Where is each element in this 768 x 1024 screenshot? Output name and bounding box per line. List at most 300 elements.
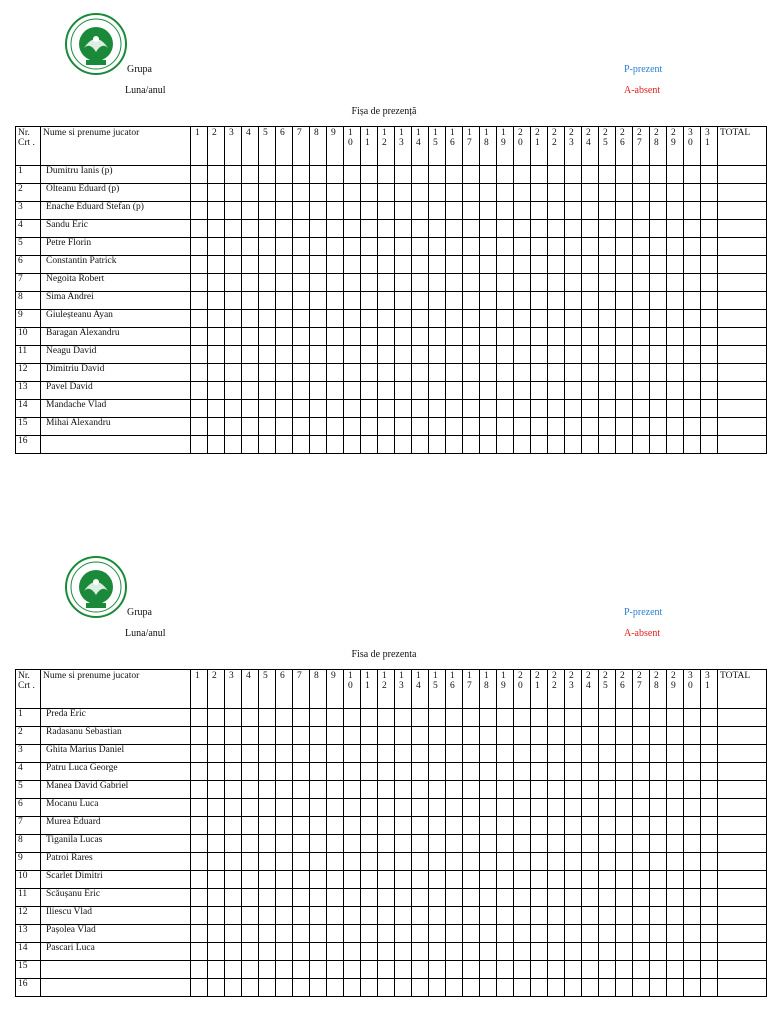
attendance-cell[interactable] [548, 184, 565, 202]
attendance-cell[interactable] [633, 400, 650, 418]
attendance-cell[interactable] [582, 709, 599, 727]
attendance-cell[interactable] [378, 220, 395, 238]
attendance-cell[interactable] [412, 292, 429, 310]
attendance-cell[interactable] [242, 328, 259, 346]
attendance-cell[interactable] [293, 979, 310, 997]
attendance-cell[interactable] [344, 202, 361, 220]
attendance-cell[interactable] [208, 202, 225, 220]
attendance-cell[interactable] [582, 436, 599, 454]
attendance-cell[interactable] [633, 256, 650, 274]
attendance-cell[interactable] [701, 310, 718, 328]
attendance-cell[interactable] [378, 274, 395, 292]
attendance-cell[interactable] [633, 763, 650, 781]
attendance-cell[interactable] [497, 979, 514, 997]
attendance-cell[interactable] [616, 256, 633, 274]
attendance-cell[interactable] [293, 328, 310, 346]
attendance-cell[interactable] [565, 907, 582, 925]
attendance-cell[interactable] [293, 907, 310, 925]
attendance-cell[interactable] [497, 292, 514, 310]
attendance-cell[interactable] [548, 256, 565, 274]
attendance-cell[interactable] [514, 436, 531, 454]
attendance-cell[interactable] [395, 436, 412, 454]
attendance-cell[interactable] [361, 727, 378, 745]
attendance-cell[interactable] [310, 328, 327, 346]
attendance-cell[interactable] [463, 871, 480, 889]
attendance-cell[interactable] [633, 727, 650, 745]
attendance-cell[interactable] [616, 745, 633, 763]
attendance-cell[interactable] [395, 853, 412, 871]
attendance-cell[interactable] [514, 979, 531, 997]
attendance-cell[interactable] [344, 709, 361, 727]
attendance-cell[interactable] [293, 727, 310, 745]
attendance-cell[interactable] [531, 364, 548, 382]
attendance-cell[interactable] [310, 364, 327, 382]
attendance-cell[interactable] [582, 943, 599, 961]
attendance-cell[interactable] [378, 835, 395, 853]
attendance-cell[interactable] [446, 346, 463, 364]
attendance-cell[interactable] [225, 328, 242, 346]
attendance-cell[interactable] [225, 979, 242, 997]
attendance-cell[interactable] [361, 166, 378, 184]
attendance-cell[interactable] [259, 745, 276, 763]
attendance-cell[interactable] [684, 292, 701, 310]
attendance-cell[interactable] [650, 835, 667, 853]
attendance-cell[interactable] [429, 202, 446, 220]
attendance-cell[interactable] [531, 220, 548, 238]
attendance-cell[interactable] [684, 418, 701, 436]
attendance-cell[interactable] [701, 418, 718, 436]
attendance-cell[interactable] [565, 256, 582, 274]
attendance-cell[interactable] [514, 292, 531, 310]
attendance-cell[interactable] [208, 382, 225, 400]
attendance-cell[interactable] [633, 745, 650, 763]
attendance-cell[interactable] [259, 781, 276, 799]
attendance-cell[interactable] [446, 328, 463, 346]
attendance-cell[interactable] [497, 871, 514, 889]
attendance-cell[interactable] [616, 907, 633, 925]
attendance-cell[interactable] [191, 310, 208, 328]
attendance-cell[interactable] [208, 310, 225, 328]
attendance-cell[interactable] [701, 184, 718, 202]
attendance-cell[interactable] [344, 853, 361, 871]
attendance-cell[interactable] [531, 799, 548, 817]
attendance-cell[interactable] [395, 400, 412, 418]
attendance-cell[interactable] [310, 835, 327, 853]
attendance-cell[interactable] [191, 799, 208, 817]
attendance-cell[interactable] [650, 781, 667, 799]
attendance-cell[interactable] [259, 871, 276, 889]
attendance-cell[interactable] [310, 256, 327, 274]
attendance-cell[interactable] [395, 907, 412, 925]
attendance-cell[interactable] [463, 400, 480, 418]
attendance-cell[interactable] [616, 346, 633, 364]
attendance-cell[interactable] [463, 943, 480, 961]
attendance-cell[interactable] [582, 961, 599, 979]
attendance-cell[interactable] [276, 328, 293, 346]
attendance-cell[interactable] [463, 310, 480, 328]
attendance-cell[interactable] [446, 961, 463, 979]
attendance-cell[interactable] [412, 418, 429, 436]
attendance-cell[interactable] [684, 364, 701, 382]
attendance-cell[interactable] [310, 871, 327, 889]
attendance-cell[interactable] [480, 835, 497, 853]
attendance-cell[interactable] [497, 763, 514, 781]
attendance-cell[interactable] [446, 310, 463, 328]
attendance-cell[interactable] [191, 907, 208, 925]
attendance-cell[interactable] [191, 184, 208, 202]
attendance-cell[interactable] [701, 871, 718, 889]
attendance-cell[interactable] [327, 382, 344, 400]
attendance-cell[interactable] [208, 745, 225, 763]
attendance-cell[interactable] [310, 400, 327, 418]
attendance-cell[interactable] [582, 781, 599, 799]
attendance-cell[interactable] [412, 220, 429, 238]
attendance-cell[interactable] [531, 328, 548, 346]
attendance-cell[interactable] [565, 202, 582, 220]
attendance-cell[interactable] [412, 310, 429, 328]
attendance-cell[interactable] [344, 310, 361, 328]
attendance-cell[interactable] [633, 853, 650, 871]
attendance-cell[interactable] [191, 328, 208, 346]
attendance-cell[interactable] [361, 871, 378, 889]
attendance-cell[interactable] [684, 835, 701, 853]
attendance-cell[interactable] [395, 727, 412, 745]
attendance-cell[interactable] [208, 781, 225, 799]
attendance-cell[interactable] [616, 238, 633, 256]
attendance-cell[interactable] [599, 238, 616, 256]
attendance-cell[interactable] [599, 925, 616, 943]
attendance-cell[interactable] [497, 961, 514, 979]
attendance-cell[interactable] [463, 727, 480, 745]
attendance-cell[interactable] [344, 745, 361, 763]
attendance-cell[interactable] [480, 238, 497, 256]
attendance-cell[interactable] [378, 907, 395, 925]
attendance-cell[interactable] [446, 418, 463, 436]
attendance-cell[interactable] [395, 166, 412, 184]
attendance-cell[interactable] [327, 292, 344, 310]
attendance-cell[interactable] [310, 889, 327, 907]
attendance-cell[interactable] [616, 943, 633, 961]
total-cell[interactable] [718, 418, 767, 436]
attendance-cell[interactable] [701, 256, 718, 274]
attendance-cell[interactable] [565, 817, 582, 835]
attendance-cell[interactable] [633, 817, 650, 835]
attendance-cell[interactable] [276, 727, 293, 745]
attendance-cell[interactable] [582, 328, 599, 346]
attendance-cell[interactable] [599, 364, 616, 382]
attendance-cell[interactable] [480, 871, 497, 889]
attendance-cell[interactable] [565, 418, 582, 436]
attendance-cell[interactable] [497, 346, 514, 364]
attendance-cell[interactable] [429, 763, 446, 781]
attendance-cell[interactable] [293, 274, 310, 292]
attendance-cell[interactable] [514, 907, 531, 925]
attendance-cell[interactable] [276, 202, 293, 220]
attendance-cell[interactable] [378, 328, 395, 346]
attendance-cell[interactable] [497, 202, 514, 220]
attendance-cell[interactable] [378, 418, 395, 436]
attendance-cell[interactable] [225, 835, 242, 853]
attendance-cell[interactable] [378, 202, 395, 220]
attendance-cell[interactable] [242, 871, 259, 889]
attendance-cell[interactable] [497, 436, 514, 454]
attendance-cell[interactable] [565, 709, 582, 727]
attendance-cell[interactable] [327, 943, 344, 961]
attendance-cell[interactable] [565, 436, 582, 454]
attendance-cell[interactable] [599, 220, 616, 238]
attendance-cell[interactable] [259, 256, 276, 274]
total-cell[interactable] [718, 274, 767, 292]
attendance-cell[interactable] [514, 961, 531, 979]
attendance-cell[interactable] [293, 400, 310, 418]
attendance-cell[interactable] [276, 835, 293, 853]
attendance-cell[interactable] [344, 907, 361, 925]
attendance-cell[interactable] [310, 238, 327, 256]
attendance-cell[interactable] [242, 817, 259, 835]
attendance-cell[interactable] [361, 907, 378, 925]
attendance-cell[interactable] [395, 238, 412, 256]
attendance-cell[interactable] [225, 889, 242, 907]
attendance-cell[interactable] [378, 853, 395, 871]
attendance-cell[interactable] [599, 709, 616, 727]
attendance-cell[interactable] [293, 817, 310, 835]
attendance-cell[interactable] [429, 292, 446, 310]
attendance-cell[interactable] [259, 889, 276, 907]
attendance-cell[interactable] [480, 745, 497, 763]
attendance-cell[interactable] [225, 853, 242, 871]
attendance-cell[interactable] [548, 238, 565, 256]
attendance-cell[interactable] [259, 943, 276, 961]
attendance-cell[interactable] [446, 436, 463, 454]
attendance-cell[interactable] [582, 256, 599, 274]
attendance-cell[interactable] [446, 709, 463, 727]
attendance-cell[interactable] [684, 871, 701, 889]
attendance-cell[interactable] [191, 871, 208, 889]
attendance-cell[interactable] [429, 889, 446, 907]
attendance-cell[interactable] [684, 238, 701, 256]
attendance-cell[interactable] [293, 220, 310, 238]
attendance-cell[interactable] [582, 835, 599, 853]
attendance-cell[interactable] [582, 400, 599, 418]
attendance-cell[interactable] [242, 961, 259, 979]
attendance-cell[interactable] [446, 925, 463, 943]
attendance-cell[interactable] [446, 400, 463, 418]
attendance-cell[interactable] [412, 781, 429, 799]
attendance-cell[interactable] [378, 781, 395, 799]
attendance-cell[interactable] [310, 727, 327, 745]
attendance-cell[interactable] [497, 817, 514, 835]
attendance-cell[interactable] [259, 274, 276, 292]
attendance-cell[interactable] [616, 889, 633, 907]
total-cell[interactable] [718, 328, 767, 346]
attendance-cell[interactable] [446, 781, 463, 799]
attendance-cell[interactable] [225, 346, 242, 364]
attendance-cell[interactable] [327, 727, 344, 745]
attendance-cell[interactable] [429, 418, 446, 436]
attendance-cell[interactable] [565, 745, 582, 763]
attendance-cell[interactable] [191, 256, 208, 274]
attendance-cell[interactable] [667, 799, 684, 817]
attendance-cell[interactable] [548, 745, 565, 763]
attendance-cell[interactable] [225, 292, 242, 310]
attendance-cell[interactable] [327, 184, 344, 202]
attendance-cell[interactable] [616, 817, 633, 835]
attendance-cell[interactable] [208, 979, 225, 997]
attendance-cell[interactable] [276, 166, 293, 184]
attendance-cell[interactable] [310, 274, 327, 292]
attendance-cell[interactable] [480, 907, 497, 925]
attendance-cell[interactable] [378, 871, 395, 889]
attendance-cell[interactable] [361, 799, 378, 817]
attendance-cell[interactable] [276, 238, 293, 256]
attendance-cell[interactable] [599, 835, 616, 853]
attendance-cell[interactable] [463, 961, 480, 979]
attendance-cell[interactable] [684, 220, 701, 238]
attendance-cell[interactable] [463, 781, 480, 799]
attendance-cell[interactable] [344, 418, 361, 436]
attendance-cell[interactable] [225, 256, 242, 274]
attendance-cell[interactable] [293, 925, 310, 943]
attendance-cell[interactable] [599, 889, 616, 907]
attendance-cell[interactable] [242, 709, 259, 727]
attendance-cell[interactable] [242, 274, 259, 292]
attendance-cell[interactable] [259, 763, 276, 781]
attendance-cell[interactable] [565, 835, 582, 853]
attendance-cell[interactable] [565, 310, 582, 328]
attendance-cell[interactable] [191, 166, 208, 184]
attendance-cell[interactable] [395, 889, 412, 907]
attendance-cell[interactable] [344, 274, 361, 292]
attendance-cell[interactable] [242, 853, 259, 871]
attendance-cell[interactable] [429, 745, 446, 763]
attendance-cell[interactable] [633, 382, 650, 400]
attendance-cell[interactable] [378, 709, 395, 727]
attendance-cell[interactable] [701, 328, 718, 346]
attendance-cell[interactable] [633, 202, 650, 220]
attendance-cell[interactable] [497, 709, 514, 727]
attendance-cell[interactable] [633, 364, 650, 382]
attendance-cell[interactable] [191, 274, 208, 292]
total-cell[interactable] [718, 961, 767, 979]
total-cell[interactable] [718, 979, 767, 997]
attendance-cell[interactable] [344, 220, 361, 238]
attendance-cell[interactable] [514, 745, 531, 763]
attendance-cell[interactable] [667, 925, 684, 943]
attendance-cell[interactable] [310, 436, 327, 454]
attendance-cell[interactable] [565, 889, 582, 907]
attendance-cell[interactable] [446, 853, 463, 871]
attendance-cell[interactable] [276, 418, 293, 436]
attendance-cell[interactable] [548, 382, 565, 400]
total-cell[interactable] [718, 709, 767, 727]
attendance-cell[interactable] [599, 817, 616, 835]
attendance-cell[interactable] [633, 709, 650, 727]
attendance-cell[interactable] [565, 364, 582, 382]
attendance-cell[interactable] [327, 328, 344, 346]
attendance-cell[interactable] [259, 238, 276, 256]
attendance-cell[interactable] [650, 871, 667, 889]
attendance-cell[interactable] [327, 835, 344, 853]
total-cell[interactable] [718, 889, 767, 907]
attendance-cell[interactable] [191, 745, 208, 763]
attendance-cell[interactable] [344, 256, 361, 274]
attendance-cell[interactable] [429, 382, 446, 400]
attendance-cell[interactable] [395, 943, 412, 961]
attendance-cell[interactable] [463, 709, 480, 727]
attendance-cell[interactable] [531, 763, 548, 781]
attendance-cell[interactable] [514, 274, 531, 292]
attendance-cell[interactable] [616, 364, 633, 382]
attendance-cell[interactable] [514, 220, 531, 238]
attendance-cell[interactable] [599, 943, 616, 961]
attendance-cell[interactable] [565, 382, 582, 400]
attendance-cell[interactable] [514, 709, 531, 727]
attendance-cell[interactable] [208, 835, 225, 853]
attendance-cell[interactable] [242, 202, 259, 220]
attendance-cell[interactable] [327, 979, 344, 997]
attendance-cell[interactable] [208, 961, 225, 979]
attendance-cell[interactable] [259, 184, 276, 202]
attendance-cell[interactable] [361, 328, 378, 346]
attendance-cell[interactable] [480, 310, 497, 328]
attendance-cell[interactable] [361, 853, 378, 871]
attendance-cell[interactable] [259, 835, 276, 853]
attendance-cell[interactable] [412, 853, 429, 871]
attendance-cell[interactable] [395, 184, 412, 202]
attendance-cell[interactable] [327, 436, 344, 454]
total-cell[interactable] [718, 364, 767, 382]
attendance-cell[interactable] [276, 364, 293, 382]
attendance-cell[interactable] [412, 889, 429, 907]
attendance-cell[interactable] [446, 907, 463, 925]
total-cell[interactable] [718, 400, 767, 418]
attendance-cell[interactable] [667, 889, 684, 907]
attendance-cell[interactable] [616, 382, 633, 400]
attendance-cell[interactable] [242, 835, 259, 853]
attendance-cell[interactable] [514, 799, 531, 817]
attendance-cell[interactable] [225, 400, 242, 418]
attendance-cell[interactable] [378, 799, 395, 817]
attendance-cell[interactable] [378, 292, 395, 310]
attendance-cell[interactable] [531, 871, 548, 889]
attendance-cell[interactable] [463, 418, 480, 436]
attendance-cell[interactable] [684, 256, 701, 274]
attendance-cell[interactable] [208, 799, 225, 817]
attendance-cell[interactable] [378, 817, 395, 835]
attendance-cell[interactable] [446, 799, 463, 817]
attendance-cell[interactable] [548, 400, 565, 418]
attendance-cell[interactable] [327, 763, 344, 781]
attendance-cell[interactable] [463, 328, 480, 346]
attendance-cell[interactable] [514, 256, 531, 274]
attendance-cell[interactable] [531, 310, 548, 328]
attendance-cell[interactable] [276, 763, 293, 781]
attendance-cell[interactable] [480, 166, 497, 184]
attendance-cell[interactable] [327, 274, 344, 292]
attendance-cell[interactable] [667, 745, 684, 763]
attendance-cell[interactable] [599, 727, 616, 745]
attendance-cell[interactable] [412, 346, 429, 364]
attendance-cell[interactable] [548, 781, 565, 799]
attendance-cell[interactable] [327, 418, 344, 436]
attendance-cell[interactable] [514, 346, 531, 364]
attendance-cell[interactable] [701, 346, 718, 364]
attendance-cell[interactable] [531, 709, 548, 727]
attendance-cell[interactable] [191, 400, 208, 418]
attendance-cell[interactable] [684, 889, 701, 907]
attendance-cell[interactable] [259, 400, 276, 418]
attendance-cell[interactable] [463, 220, 480, 238]
